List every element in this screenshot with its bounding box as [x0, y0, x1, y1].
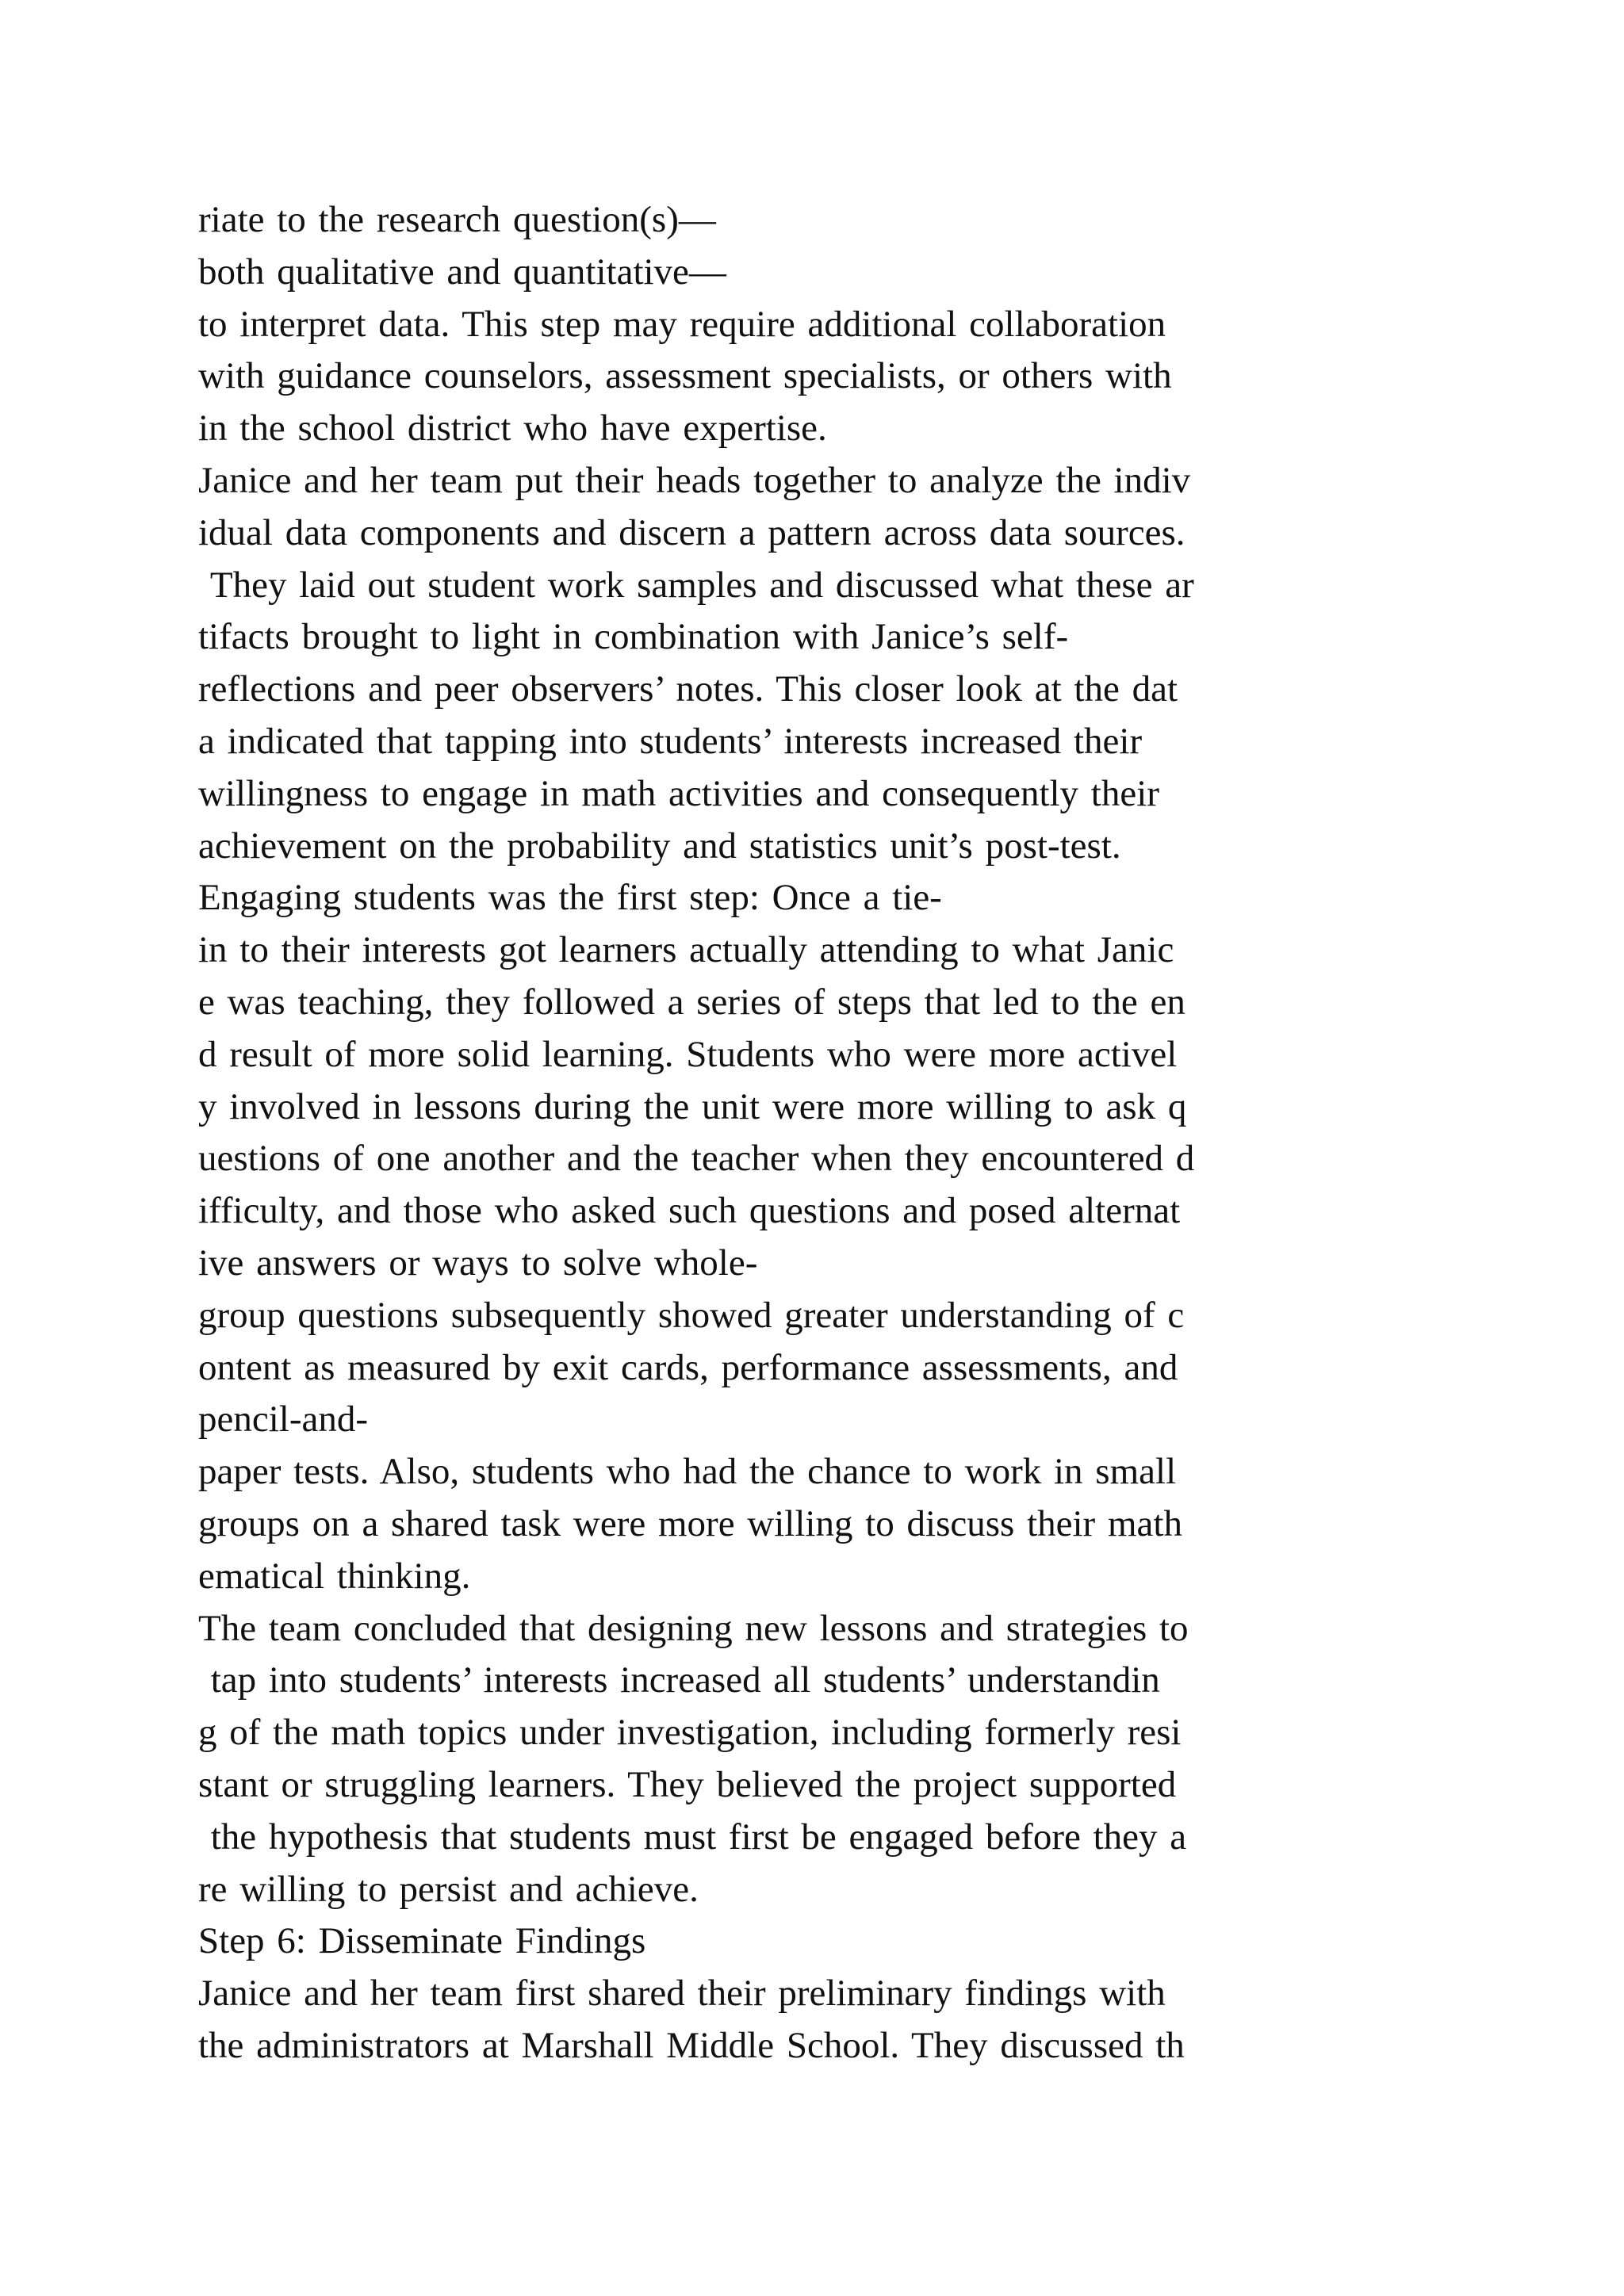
text-line: groups on a shared task were more willing to discuss their math [198, 1502, 1182, 1544]
text-line: the hypothesis that students must first be engaged before they a [198, 1816, 1187, 1858]
text-line: Janice and her team first shared their preliminary findings with [198, 1973, 1166, 2015]
text-line: Engaging students was the first step: Once a tie- [198, 877, 942, 919]
text-line: tap into students’ interests increased all students’ understandin [198, 1659, 1160, 1701]
text-line: e was teaching, they followed a series of steps that led to the en [198, 981, 1185, 1023]
text-line: paper tests. Also, students who had the chance to work in small [198, 1451, 1177, 1493]
text-line: in to their interests got learners actually attending to what Janic [198, 929, 1174, 971]
body-text [198, 194, 1467, 2072]
text-line: achievement on the probability and statistics unit’s post-test. [198, 825, 1121, 867]
text-line: Janice and her team put their heads together to analyze the indiv [198, 459, 1191, 501]
text-line: idual data components and discern a pattern across data sources. [198, 511, 1185, 553]
text-line: They laid out student work samples and discussed what these ar [198, 564, 1194, 606]
text-line: reflections and peer observers’ notes. This closer look at the dat [198, 668, 1178, 710]
text-line: ive answers or ways to solve whole- [198, 1242, 758, 1284]
text-line: a indicated that tapping into students’ interests increased their [198, 720, 1143, 762]
text-line: to interpret data. This step may require additional collaboration [198, 303, 1166, 345]
text-line: riate to the research question(s)— [198, 199, 716, 240]
text-line: y involved in lessons during the unit were more willing to ask q [198, 1085, 1187, 1127]
text-line: d result of more solid learning. Students who were more activel [198, 1033, 1178, 1075]
text-line: in the school district who have expertise. [198, 408, 827, 450]
text-line: both qualitative and quantitative— [198, 251, 726, 293]
text-line: pencil-and- [198, 1399, 369, 1441]
text-line: with guidance counselors, assessment specialists, or others with [198, 355, 1172, 397]
text-line: The team concluded that designing new lessons and strategies to [198, 1607, 1189, 1649]
text-line: willingness to engage in math activities and consequently their [198, 772, 1159, 814]
text-line: g of the math topics under investigation, including formerly resi [198, 1712, 1182, 1754]
text-line: tifacts brought to light in combination with Janice’s self- [198, 616, 1069, 658]
text-line: ematical thinking. [198, 1555, 471, 1597]
text-line: group questions subsequently showed greater understanding of c [198, 1294, 1185, 1336]
text-line: ifficulty, and those who asked such questions and posed alternat [198, 1190, 1181, 1232]
section-heading: Step 6: Disseminate Findings [198, 1920, 646, 1962]
text-line: uestions of one another and the teacher when they encountered d [198, 1138, 1195, 1180]
text-line: stant or struggling learners. They believed the project supported [198, 1763, 1177, 1805]
text-line: re willing to persist and achieve. [198, 1868, 699, 1910]
text-line: ontent as measured by exit cards, performance assessments, and [198, 1346, 1178, 1388]
text-line: the administrators at Marshall Middle School. They discussed th [198, 2024, 1185, 2066]
